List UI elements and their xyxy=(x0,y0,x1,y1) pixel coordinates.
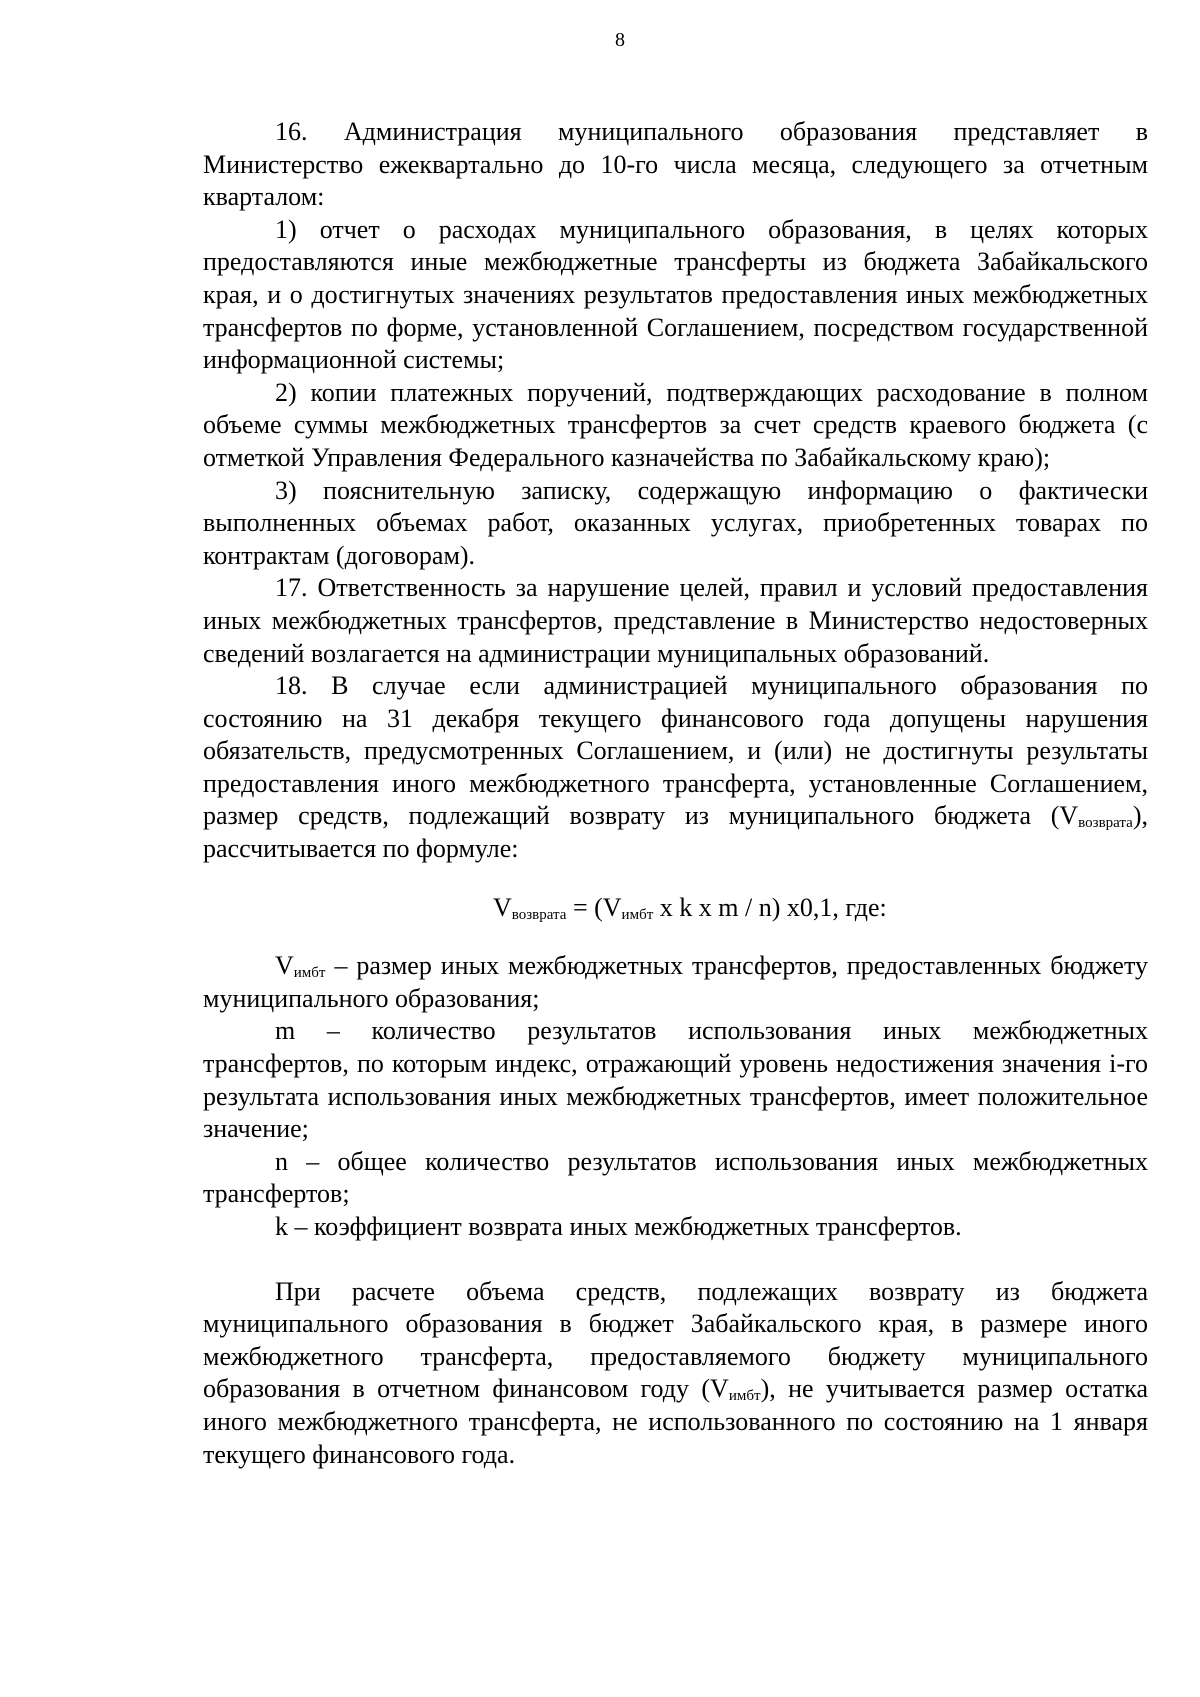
paragraph-16-item-2: 2) копии платежных поручений, подтверждающих расходование в полном объеме суммы межбюджетных трансфертов за счет средств краевого бюджета (с отметкой Управления Федерального казначейства по Забайкальскому краю); xyxy=(203,377,1148,472)
final-paragraph-text-a: При расчете объема средств, подлежащих возврату из бюджета муниципального образования в бюджет Забайкальского края, в размере иного межбюджетного трансферта, предоставляемого бюджету муниципального образования в отчетном финансовом году (V xyxy=(203,1276,1148,1404)
final-paragraph xyxy=(203,1276,1148,1472)
formula-rest: x k x m / n) x0,1, где: xyxy=(653,892,887,922)
definition-imbt xyxy=(203,950,1148,1015)
definition-k: k – коэффициент возврата иных межбюджетных трансфертов. xyxy=(275,1212,962,1241)
paragraph-18 xyxy=(203,670,1148,866)
formula-v: V xyxy=(493,892,512,922)
final-paragraph-subscript: имбт xyxy=(728,1388,761,1405)
paragraph-16-item-1: 1) отчет о расходах муниципального образования, в целях которых предоставляются иные межбюджетные трансферты из бюджета Забайкальского края, и о достигнутых значениях результатов предоставления иных межбюджетных трансфертов по форме, установленной Соглашением, посредством государственной информационной системы; xyxy=(203,214,1148,375)
paragraph-16: 16. Администрация муниципального образования представляет в Министерство ежеквартально до 10-го числа месяца, следующего за отчетным кварталом: xyxy=(203,117,1148,212)
spacer xyxy=(203,1244,1148,1276)
paragraph-16-item-3: 3) пояснительную записку, содержащую информацию о фактически выполненных объемах работ, оказанных услугах, приобретенных товарах по контрактам (договорам). xyxy=(203,475,1148,570)
paragraph-18-subscript: возврата xyxy=(1078,815,1133,832)
definition-m: m – количество результатов использования иных межбюджетных трансфертов, по которым индекс, отражающий уровень недостижения значения i-го результата использования иных межбюджетных трансфертов, имеет положительное значение; xyxy=(203,1016,1148,1144)
definition-n: n – общее количество результатов использования иных межбюджетных трансфертов; xyxy=(203,1146,1148,1209)
paragraph-18-text-a: 18. В случае если администрацией муниципального образования по состоянию на 31 декабря текущего финансового года допущены нарушения обязательств, предусмотренных Соглашением, и (или) не достигнуты результаты предоставления иного межбюджетного трансферта, установленные Соглашением, размер средств, подлежащий возврату из муниципального бюджета (V xyxy=(203,671,1148,831)
definition-imbt-subscript: имбт xyxy=(293,965,326,982)
final-paragraph-text-b: ), не учитывается размер остатка иного межбюджетного трансферта, не использованного по состоянию на 1 января текущего финансового года. xyxy=(203,1374,1149,1469)
document-body xyxy=(203,116,1148,1471)
formula-imbt-subscript: имбт xyxy=(621,906,654,923)
return-formula xyxy=(203,892,1148,925)
definition-imbt-text: – размер иных межбюджетных трансфертов, предоставленных бюджету муниципального образования; xyxy=(203,951,1148,1013)
formula-mid: = (V xyxy=(566,892,622,922)
paragraph-18-text-b: ), рассчитывается по формуле: xyxy=(203,801,1148,864)
paragraph-17: 17. Ответственность за нарушение целей, правил и условий предоставления иных межбюджетных трансфертов, представление в Министерство недостоверных сведений возлагается на администрации муниципальных образований. xyxy=(203,573,1148,668)
definition-imbt-v: V xyxy=(275,951,294,981)
formula-v-subscript: возврата xyxy=(511,906,567,923)
page-number: 8 xyxy=(615,29,625,51)
